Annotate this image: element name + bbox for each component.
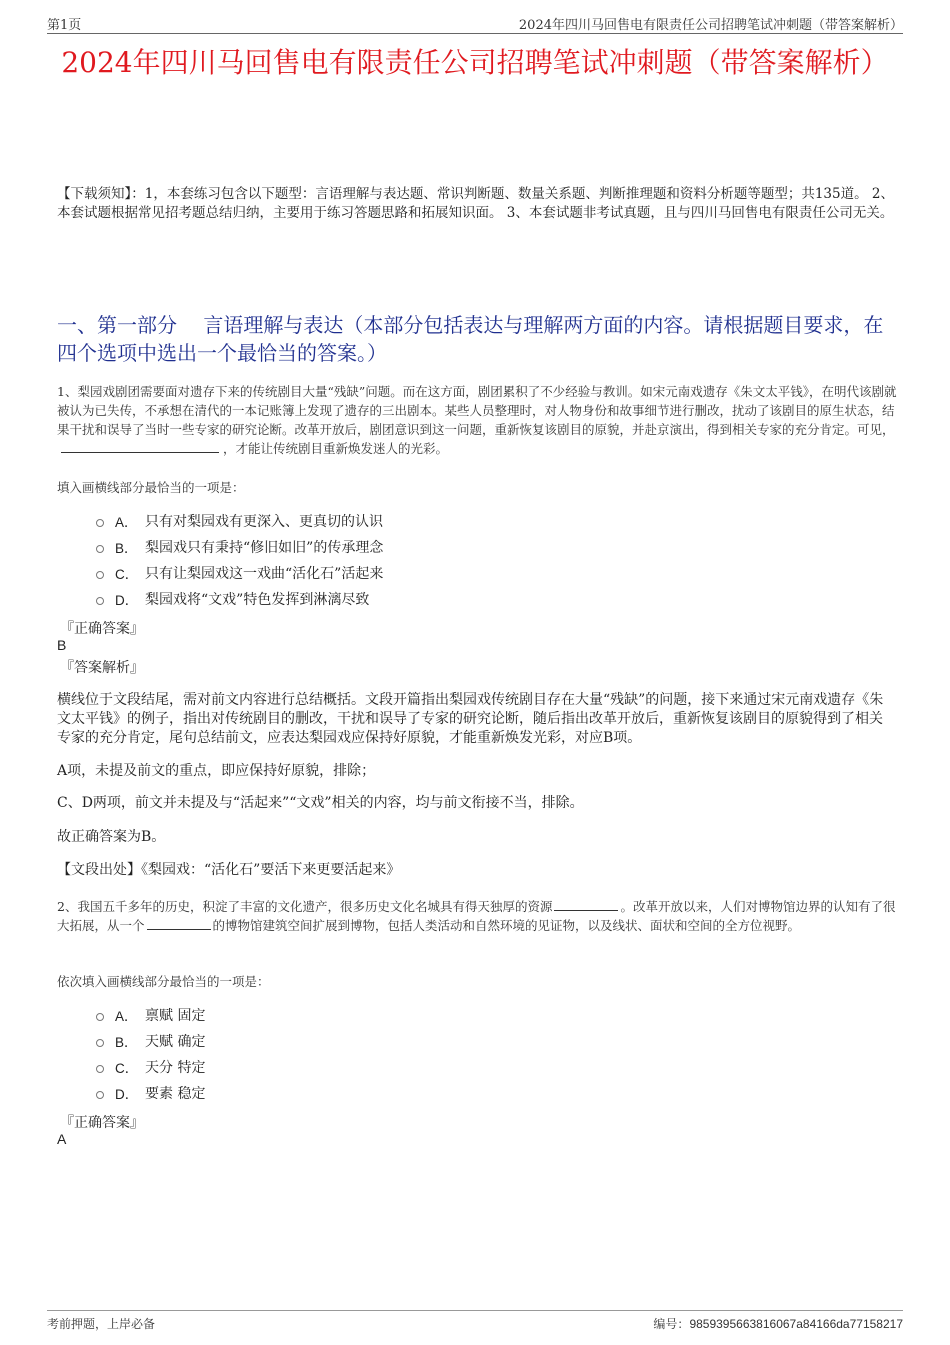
fill-blank <box>554 900 618 911</box>
analysis-label: 『答案解析』 <box>60 660 144 676</box>
radio-icon[interactable] <box>96 545 104 553</box>
option-d[interactable]: D． 梨园戏将“文戏”特色发挥到淋漓尽致 <box>96 586 383 612</box>
radio-icon[interactable] <box>96 571 104 579</box>
correct-answer: B <box>57 637 67 653</box>
fill-blank <box>61 442 219 453</box>
question-2-options <box>96 1002 205 1106</box>
option-a[interactable]: A． 禀赋 固定 <box>96 1002 205 1028</box>
analysis-paragraph: C、D两项，前文并未提及与“活起来”“文戏”相关的内容，均与前文衔接不当，排除。 <box>57 795 584 811</box>
question-1-stem <box>57 382 898 458</box>
footer-slogan: 考前押题，上岸必备 <box>47 1317 156 1331</box>
option-d[interactable]: D． 要素 稳定 <box>96 1080 205 1106</box>
answer-label: 『正确答案』 <box>60 621 144 637</box>
question-1-stem-tail: ，才能让传统剧目重新焕发迷人的光彩。 <box>223 441 449 456</box>
radio-icon[interactable] <box>96 519 104 527</box>
option-b[interactable]: B． 梨园戏只有秉持“修旧如旧”的传承理念 <box>96 534 383 560</box>
correct-answer: A <box>57 1131 67 1147</box>
question-1-options <box>96 508 383 612</box>
question-1-instruction: 填入画横线部分最恰当的一项是： <box>57 480 245 495</box>
radio-icon[interactable] <box>96 1065 104 1073</box>
download-notice: 【下载须知】：1，本套练习包含以下题型：言语理解与表达题、常识判断题、数量关系题、判断推理题和资料分析题等题型；共135道。 2、本套试题根据常见招考题总结归纳，主要用于练习答题思路和拓展知识面。 3、本套试题非考试真题，且与四川马回售电有限责任公司无关。 <box>57 186 894 221</box>
fill-blank <box>147 919 211 930</box>
option-b[interactable]: B． 天赋 确定 <box>96 1028 205 1054</box>
radio-icon[interactable] <box>96 597 104 605</box>
answer-label: 『正确答案』 <box>60 1115 144 1131</box>
header-divider <box>47 33 903 34</box>
question-2-stem: 2、我国五千多年的历史，积淀了丰富的文化遗产，很多历史文化名城具有得天独厚的资源 。改革开放以来，人们对博物馆边界的认知有了很大拓展，从一个 的博物馆建筑空间扩展到博物，包括人类活动和自然环境的见证物，以及线状、面状和空间的全方位视野。 <box>57 899 896 933</box>
analysis-paragraph: 故正确答案为B。 <box>57 829 166 845</box>
radio-icon[interactable] <box>96 1013 104 1021</box>
radio-icon[interactable] <box>96 1091 104 1099</box>
running-header-title: 2024年四川马回售电有限责任公司招聘笔试冲刺题（带答案解析） <box>518 18 903 33</box>
document-code: 编号：9859395663816067a84166da77158217 <box>653 1317 903 1331</box>
analysis-paragraph: A项，未提及前文的重点，即应保持好原貌，排除； <box>57 763 376 779</box>
document-title: 2024年四川马回售电有限责任公司招聘笔试冲刺题（带答案解析） <box>61 46 889 79</box>
footer-divider <box>47 1310 903 1311</box>
question-2-instruction: 依次填入画横线部分最恰当的一项是： <box>57 974 270 989</box>
page-number: 第1页 <box>47 18 82 33</box>
radio-icon[interactable] <box>96 1039 104 1047</box>
analysis-paragraph: 横线位于文段结尾，需对前文内容进行总结概括。文段开篇指出梨园戏传统剧目存在大量“残缺”的问题，接下来通过宋元南戏遗存《朱文太平钱》的例子，指出对传统剧目的删改，干扰和误导了专家的研究论断，随后指出改革开放后，重新恢复该剧目的原貌得到了相关专家的充分肯定，尾句总结前文，应表达梨园戏应保持好原貌，才能重新焕发光彩，对应B项。 <box>57 692 884 746</box>
question-1-stem-text: 1、梨园戏剧团需要面对遗存下来的传统剧目大量“残缺”问题。而在这方面，剧团累积了不少经验与教训。如宋元南戏遗存《朱文太平钱》，在明代该剧就被认为已失传，不承想在清代的一本记账簿上发现了遗存的三出剧本。某些人员整理时，对人物身份和故事细节进行删改，扰动了该剧目的原生状态，结果干扰和误导了当时一些专家的研究论断。改革开放后，剧团意识到这一问题，重新恢复该剧目的原貌，并赴京演出，得到相关专家的充分肯定。可见， <box>57 384 897 437</box>
option-a[interactable]: A． 只有对梨园戏有更深入、更真切的认识 <box>96 508 383 534</box>
source-citation: 【文段出处】《梨园戏：“活化石”要活下来更要活起来》 <box>57 862 401 878</box>
section-heading: 一、第一部分 言语理解与表达（本部分包括表达与理解两方面的内容。请根据题目要求，在四个选项中选出一个最恰当的答案。） <box>57 313 884 365</box>
option-c[interactable]: C． 只有让梨园戏这一戏曲“活化石”活起来 <box>96 560 383 586</box>
option-c[interactable]: C． 天分 特定 <box>96 1054 205 1080</box>
